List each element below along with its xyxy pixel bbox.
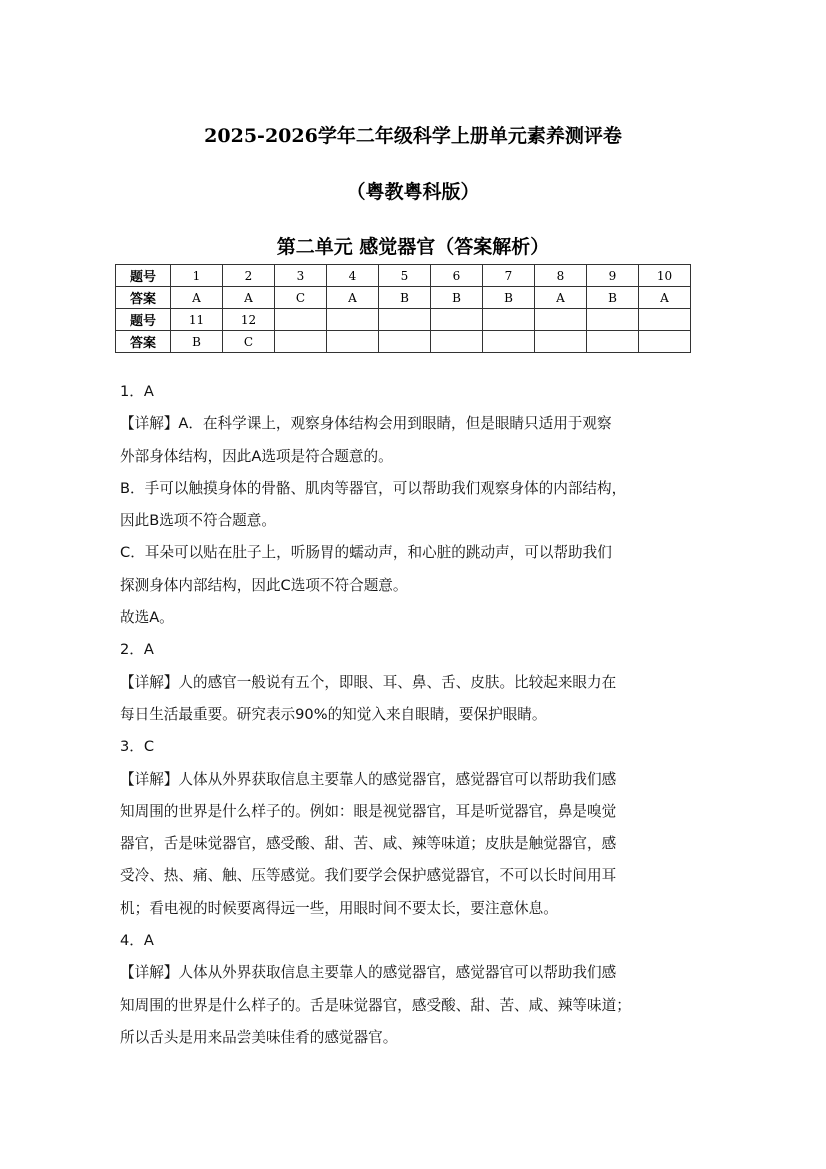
explanation-line: 外部身体结构，因此A选项是符合题意的。 (120, 447, 393, 465)
question-answer-heading: 4．A (120, 932, 154, 950)
answer-cell: A (171, 287, 223, 309)
number-cell: 6 (431, 265, 483, 287)
number-cell: 11 (171, 309, 223, 331)
explanation-line: 知周围的世界是什么样子的。舌是味觉器官，感受酸、甜、苦、咸、辣等味道； (120, 996, 631, 1014)
answer-cell: B (379, 287, 431, 309)
number-cell: 12 (223, 309, 275, 331)
question-answer-heading: 1．A (120, 383, 154, 400)
number-cell: 3 (275, 265, 327, 287)
answer-cell (639, 331, 691, 353)
answer-table (115, 264, 691, 353)
explanation-line: 知周围的世界是什么样子的。例如：眼是视觉器官，耳是听觉器官，鼻是嗅觉 (120, 802, 617, 820)
answer-cell (431, 331, 483, 353)
number-row-label: 题号 (116, 265, 171, 287)
number-cell (535, 309, 587, 331)
explanations-section (120, 376, 710, 1054)
answer-cell: B (483, 287, 535, 309)
number-cell: 9 (587, 265, 639, 287)
answer-cell: A (327, 287, 379, 309)
number-row-label: 题号 (116, 309, 171, 331)
number-cell: 2 (223, 265, 275, 287)
answer-cell (275, 331, 327, 353)
number-cell (587, 309, 639, 331)
question-answer-heading: 2．A (120, 641, 154, 659)
explanation-line: 每日生活最重要。研究表示90%的知觉入来自眼睛，要保护眼睛。 (120, 705, 547, 723)
table-row-answer (116, 287, 691, 309)
table-row-answer (116, 331, 691, 353)
explanation-line: 【详解】A．在科学课上，观察身体结构会用到眼睛，但是眼睛只适用于观察 (120, 415, 612, 433)
explanation-line: B．手可以触摸身体的骨骼、肌肉等器官，可以帮助我们观察身体的内部结构， (120, 479, 627, 497)
explanation-line: 机；看电视的时候要离得远一些，用眼时间不要太长，要注意休息。 (120, 899, 558, 917)
number-cell (327, 309, 379, 331)
answer-cell: B (587, 287, 639, 309)
number-cell (483, 309, 535, 331)
number-cell (639, 309, 691, 331)
number-cell: 8 (535, 265, 587, 287)
number-cell: 10 (639, 265, 691, 287)
number-cell: 4 (327, 265, 379, 287)
unit-heading: 第二单元 感觉器官（答案解析） (276, 236, 550, 258)
answer-cell: C (275, 287, 327, 309)
answer-cell: B (431, 287, 483, 309)
explanation-line: 受冷、热、痛、触、压等感觉。我们要学会保护感觉器官，不可以长时间用耳 (120, 867, 617, 885)
answer-cell (483, 331, 535, 353)
answer-cell (535, 331, 587, 353)
answer-cell: A (223, 287, 275, 309)
explanation-line: 【详解】人体从外界获取信息主要靠人的感觉器官，感觉器官可以帮助我们感 (120, 770, 617, 788)
answer-row-label: 答案 (116, 287, 171, 309)
answer-cell: B (171, 331, 223, 353)
document-title: 2025-2026学年二年级科学上册单元素养测评卷 (204, 125, 622, 147)
table-row-number (116, 265, 691, 287)
number-cell (431, 309, 483, 331)
number-cell: 7 (483, 265, 535, 287)
explanation-line: C．耳朵可以贴在肚子上，听肠胃的蠕动声，和心脏的跳动声，可以帮助我们 (120, 544, 612, 562)
number-cell (379, 309, 431, 331)
number-cell: 1 (171, 265, 223, 287)
explanation-line: 所以舌头是用来品尝美味佳肴的感觉器官。 (120, 1028, 398, 1046)
explanation-line: 探测身体内部结构，因此C选项不符合题意。 (120, 576, 408, 594)
answer-cell: C (223, 331, 275, 353)
edition-subtitle: （粤教粤科版） (346, 181, 480, 203)
explanation-line: 故选A。 (120, 609, 174, 627)
explanation-line: 器官，舌是味觉器官，感受酸、甜、苦、咸、辣等味道；皮肤是触觉器官，感 (120, 835, 617, 853)
answer-cell: A (535, 287, 587, 309)
answer-cell (587, 331, 639, 353)
explanation-line: 【详解】人体从外界获取信息主要靠人的感觉器官，感觉器官可以帮助我们感 (120, 964, 617, 982)
table-row-number (116, 309, 691, 331)
number-cell: 5 (379, 265, 431, 287)
question-answer-heading: 3．C (120, 738, 155, 756)
explanation-line: 因此B选项不符合题意。 (120, 512, 276, 530)
answer-row-label: 答案 (116, 331, 171, 353)
number-cell (275, 309, 327, 331)
answer-cell (327, 331, 379, 353)
answer-cell (379, 331, 431, 353)
explanation-line: 【详解】人的感官一般说有五个，即眼、耳、鼻、舌、皮肤。比较起来眼力在 (120, 673, 617, 691)
answer-cell: A (639, 287, 691, 309)
